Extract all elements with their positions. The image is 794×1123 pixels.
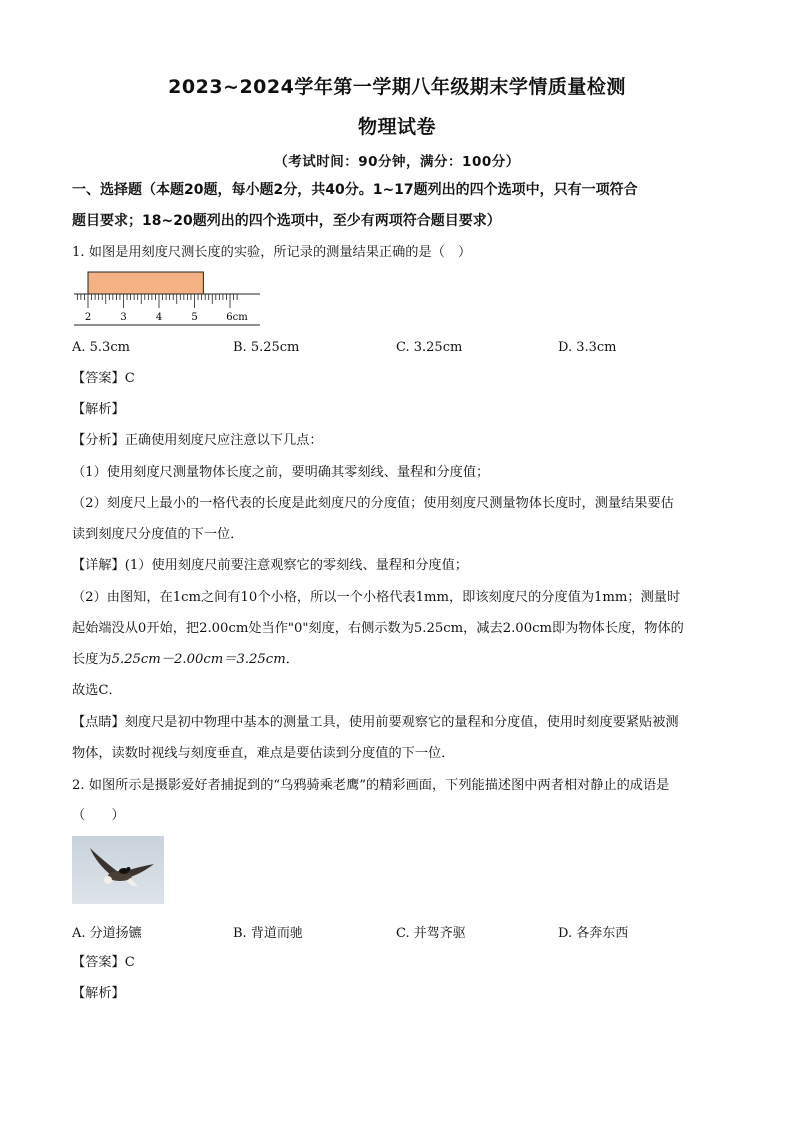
ruler-label-5: 5: [191, 312, 198, 323]
q1-comment-b: 物体，读数时视线与刻度垂直，难点是要估读到分度值的下一位．: [72, 746, 455, 761]
ruler-label-6cm: 6cm: [226, 312, 248, 323]
q1-detail-2c: [72, 650, 728, 670]
q1-detail-2c-prefix: 长度为: [72, 652, 112, 667]
crow-eagle-photo: [72, 836, 164, 904]
q1-fenxi-2a: （2）刻度尺上最小的一格代表的长度是此刻度尺的分度值；使用刻度尺测量物体长度时，测量结果要估: [72, 496, 674, 511]
q1-detail-1: 【详解】(1）使用刻度尺前要注意观察它的零刻线、量程和分度值；: [72, 558, 468, 573]
q2-option-d: D. 各奔东西: [558, 926, 629, 941]
q2-stem-a: 2. 如图所示是摄影爱好者捕捉到的“乌鸦骑乘老鹰”的精彩画面，下列能描述图中两者相对静止的成语是: [72, 778, 670, 793]
q1-detail-2a: （2）由图知，在1cm之间有10个小格，所以一个小格代表1mm，即该刻度尺的分度值为1mm；测量时: [72, 590, 681, 605]
section-heading-line1: 一、选择题（本题20题，每小题2分，共40分。1~17题列出的四个选项中，只有一项符合: [72, 182, 638, 198]
ruler-figure: [72, 270, 272, 328]
q1-fenxi: 【分析】正确使用刻度尺应注意以下几点：: [72, 433, 323, 448]
q1-option-c: C. 3.25cm: [396, 340, 463, 355]
q1-option-b: B. 5.25cm: [233, 340, 300, 355]
q2-stem-b: （ ）: [72, 808, 125, 823]
q1-fenxi-2b: 读到刻度尺分度值的下一位．: [72, 527, 244, 542]
measured-block: [88, 272, 203, 294]
q1-analysis-label: 【解析】: [72, 402, 125, 417]
exam-info: （考试时间：90分钟，满分：100分）: [274, 154, 520, 170]
ruler-label-2: 2: [84, 312, 92, 323]
eagle-head: [104, 876, 112, 884]
q1-option-d: D. 3.3cm: [558, 340, 617, 355]
q1-length-formula: 5.25cm－2.00cm＝3.25cm: [111, 652, 286, 667]
subject-title: 物理试卷: [357, 116, 436, 138]
q1-answer: 【答案】C: [72, 371, 135, 386]
q2-answer: 【答案】C: [72, 955, 135, 970]
q1-detail-2b: 起始端没从0开始，把2.00cm处当作"0"刻度，右侧示数为5.25cm，减去2.00cm即为物体长度，物体的: [72, 621, 684, 636]
q2-option-b: B. 背道而驰: [233, 926, 303, 941]
section-heading-line2: 题目要求；18~20题列出的四个选项中，至少有两项符合题目要求）: [72, 213, 501, 229]
q2-option-c: C. 并驾齐驱: [396, 926, 466, 941]
q2-option-a: A. 分道扬镳: [72, 926, 142, 941]
exam-title: 2023~2024学年第一学期八年级期末学情质量检测: [168, 76, 626, 98]
q1-comment-a: 【点睛】刻度尺是初中物理中基本的测量工具，使用前要观察它的量程和分度值，使用时刻度要紧贴被测: [72, 715, 679, 730]
sky-background: [72, 836, 164, 904]
ruler-label-3: 3: [120, 312, 127, 323]
q1-option-a: A. 5.3cm: [72, 340, 130, 355]
crow-head: [127, 867, 131, 871]
q1-conclusion: 故选C．: [72, 683, 122, 698]
q1-fenxi-1: （1）使用刻度尺测量物体长度之前，要明确其零刻线、量程和分度值；: [72, 465, 490, 480]
ruler-ticks: [77, 294, 237, 308]
q1-detail-2c-suffix: ．: [285, 652, 299, 667]
q1-stem: 1. 如图是用刻度尺测长度的实验，所记录的测量结果正确的是（ ）: [72, 245, 472, 260]
q2-analysis-label: 【解析】: [72, 986, 125, 1001]
ruler-label-4: 4: [155, 312, 163, 323]
